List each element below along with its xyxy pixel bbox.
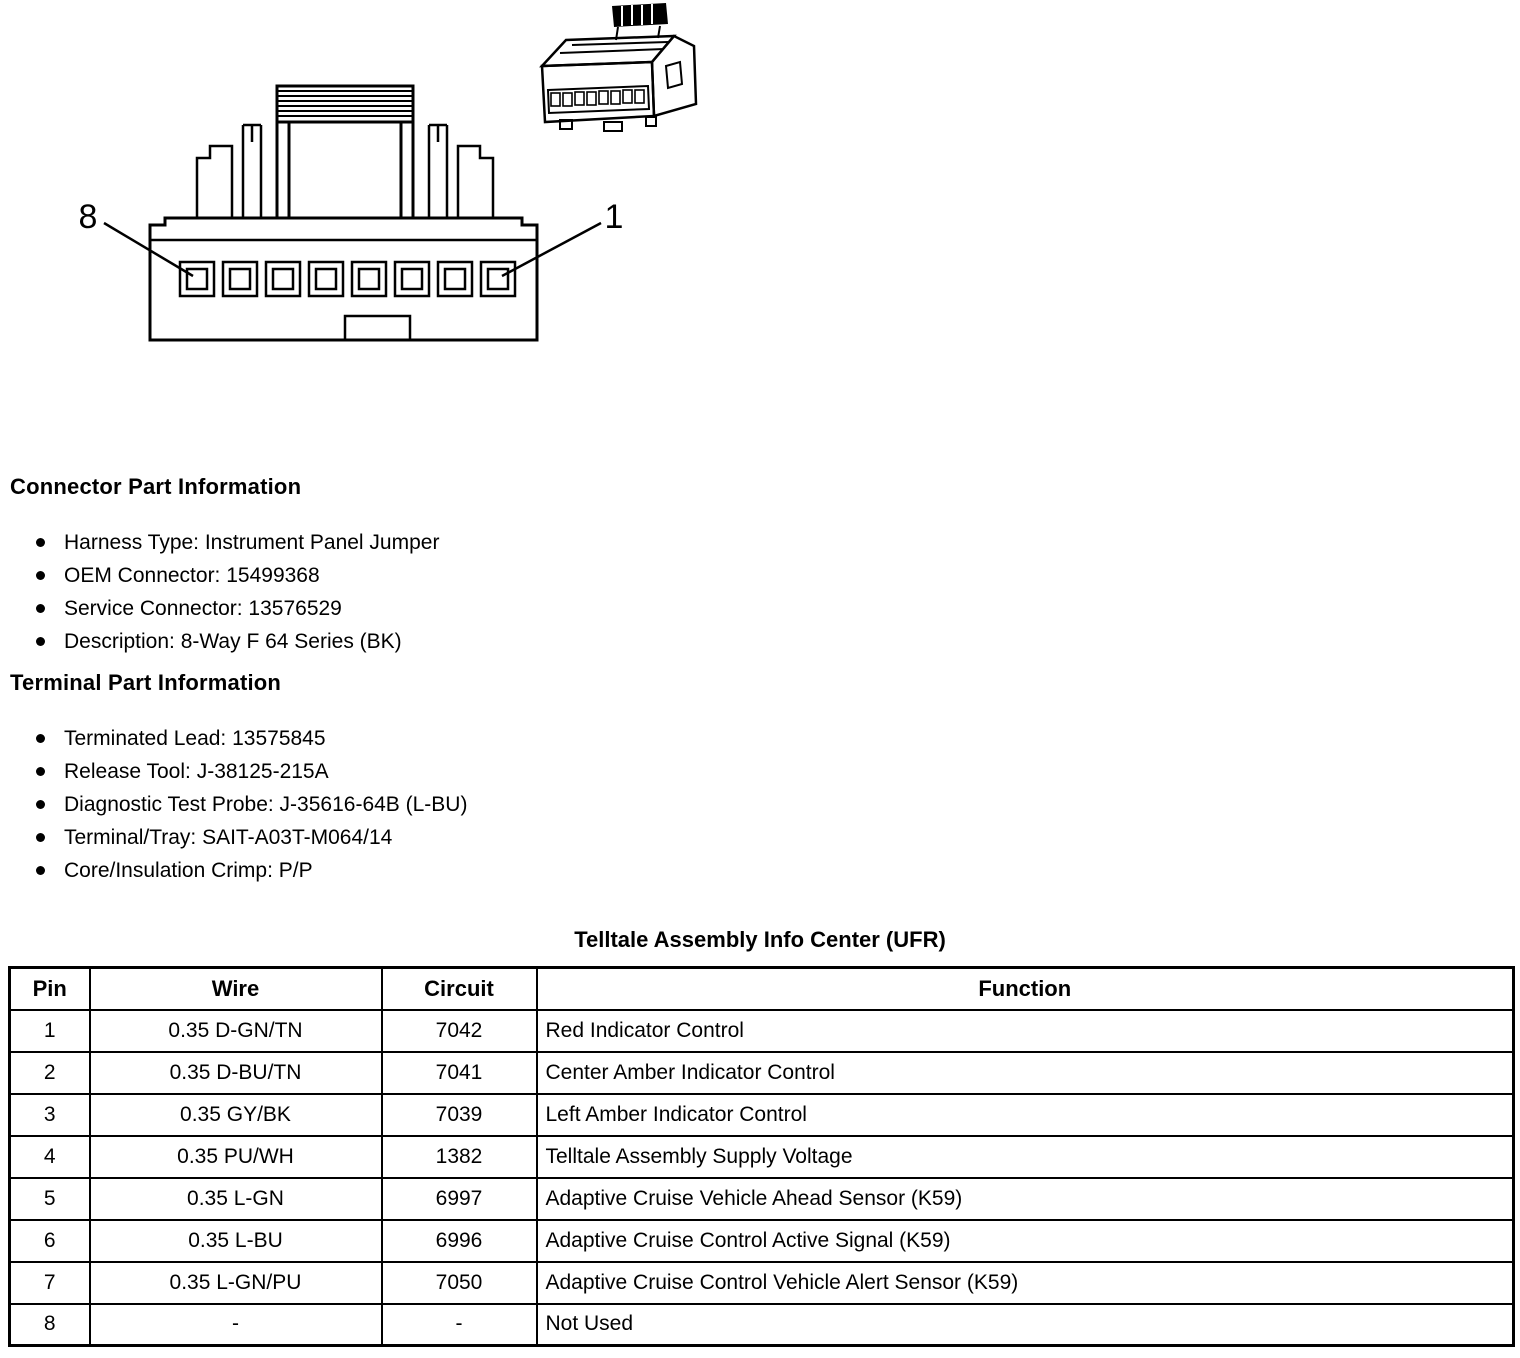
cell-wire: 0.35 GY/BK xyxy=(90,1094,382,1136)
list-item xyxy=(28,854,467,887)
list-item-text: Terminal/Tray: SAIT-A03T-M064/14 xyxy=(64,825,393,849)
table-row xyxy=(10,1094,1514,1136)
connector-3d-view xyxy=(542,3,696,131)
table-row xyxy=(10,1010,1514,1052)
bullet-icon xyxy=(36,538,45,547)
cell-function: Red Indicator Control xyxy=(537,1010,1514,1052)
list-item-text: OEM Connector: 15499368 xyxy=(64,563,320,587)
pinout-table-title: Telltale Assembly Info Center (UFR) xyxy=(574,927,946,952)
cell-circuit: 7039 xyxy=(382,1094,537,1136)
cell-pin: 4 xyxy=(10,1136,90,1178)
cell-pin: 8 xyxy=(10,1304,90,1346)
shoulders xyxy=(197,146,493,218)
list-item xyxy=(28,592,439,625)
list-item xyxy=(28,788,467,821)
list-item-text: Service Connector: 13576529 xyxy=(64,596,342,620)
col-header-function: Function xyxy=(537,968,1514,1010)
terminal-part-info-heading: Terminal Part Information xyxy=(10,670,282,695)
cell-function: Center Amber Indicator Control xyxy=(537,1052,1514,1094)
list-item xyxy=(28,625,439,658)
3d-top-ridges xyxy=(560,42,668,53)
list-item xyxy=(28,755,467,788)
latch-posts xyxy=(243,125,447,218)
cell-pin: 6 xyxy=(10,1220,90,1262)
list-item xyxy=(28,526,439,559)
cell-wire: - xyxy=(90,1304,382,1346)
3d-lock-cap xyxy=(612,3,668,40)
list-item xyxy=(28,559,439,592)
cell-wire: 0.35 L-GN/PU xyxy=(90,1262,382,1304)
cell-function: Adaptive Cruise Control Vehicle Alert Sensor (K59) xyxy=(537,1262,1514,1304)
terminal-cavities xyxy=(180,262,515,296)
cell-wire: 0.35 L-GN xyxy=(90,1178,382,1220)
col-header-circuit: Circuit xyxy=(382,968,537,1010)
col-header-wire: Wire xyxy=(90,968,382,1010)
table-row xyxy=(10,1178,1514,1220)
3d-side-slot xyxy=(666,62,682,88)
cell-function: Adaptive Cruise Control Active Signal (K59) xyxy=(537,1220,1514,1262)
3d-right-face xyxy=(652,36,696,116)
connector-part-info-list xyxy=(28,526,439,658)
cell-wire: 0.35 PU/WH xyxy=(90,1136,382,1178)
cell-wire: 0.35 D-BU/TN xyxy=(90,1052,382,1094)
list-item xyxy=(28,821,467,854)
cell-function: Telltale Assembly Supply Voltage xyxy=(537,1136,1514,1178)
list-item-text: Terminated Lead: 13575845 xyxy=(64,726,326,750)
cell-circuit: 6996 xyxy=(382,1220,537,1262)
col-header-pin: Pin xyxy=(10,968,90,1010)
table-row xyxy=(10,1262,1514,1304)
3d-terminals xyxy=(551,90,644,106)
bullet-icon xyxy=(36,767,45,776)
list-item-text: Release Tool: J-38125-215A xyxy=(64,759,329,783)
pin8-label: 8 xyxy=(78,198,98,236)
cell-pin: 5 xyxy=(10,1178,90,1220)
bullet-icon xyxy=(36,800,45,809)
list-item-text: Harness Type: Instrument Panel Jumper xyxy=(64,530,440,554)
cell-circuit: - xyxy=(382,1304,537,1346)
cell-wire: 0.35 L-BU xyxy=(90,1220,382,1262)
table-row xyxy=(10,1052,1514,1094)
cell-pin: 2 xyxy=(10,1052,90,1094)
cell-circuit: 1382 xyxy=(382,1136,537,1178)
cell-pin: 1 xyxy=(10,1010,90,1052)
bullet-icon xyxy=(36,571,45,580)
connector-part-info-heading: Connector Part Information xyxy=(10,474,302,499)
list-item-text: Core/Insulation Crimp: P/P xyxy=(64,858,313,882)
bullet-icon xyxy=(36,604,45,613)
cell-function: Not Used xyxy=(537,1304,1514,1346)
cell-circuit: 7042 xyxy=(382,1010,537,1052)
cell-circuit: 7050 xyxy=(382,1262,537,1304)
cell-wire: 0.35 D-GN/TN xyxy=(90,1010,382,1052)
bullet-icon xyxy=(36,866,45,875)
pin1-label: 1 xyxy=(604,198,624,236)
bullet-icon xyxy=(36,833,45,842)
bullet-icon xyxy=(36,734,45,743)
table-row xyxy=(10,1220,1514,1262)
table-header-row xyxy=(10,968,1514,1010)
pinout-table xyxy=(8,966,1515,1347)
list-item-text: Description: 8-Way F 64 Series (BK) xyxy=(64,629,402,653)
cell-function: Left Amber Indicator Control xyxy=(537,1094,1514,1136)
cell-circuit: 7041 xyxy=(382,1052,537,1094)
cell-pin: 7 xyxy=(10,1262,90,1304)
bullet-icon xyxy=(36,637,45,646)
table-row xyxy=(10,1304,1514,1346)
bottom-notch xyxy=(345,316,410,340)
lock-tab xyxy=(277,86,413,218)
terminal-part-info-list xyxy=(28,722,467,887)
list-item xyxy=(28,722,467,755)
table-row xyxy=(10,1136,1514,1178)
connector-diagram xyxy=(0,0,1520,470)
cell-pin: 3 xyxy=(10,1094,90,1136)
leader-line-pin1 xyxy=(502,223,601,276)
cell-circuit: 6997 xyxy=(382,1178,537,1220)
connector-front-view xyxy=(104,86,601,340)
list-item-text: Diagnostic Test Probe: J-35616-64B (L-BU) xyxy=(64,792,468,816)
cell-function: Adaptive Cruise Vehicle Ahead Sensor (K59) xyxy=(537,1178,1514,1220)
